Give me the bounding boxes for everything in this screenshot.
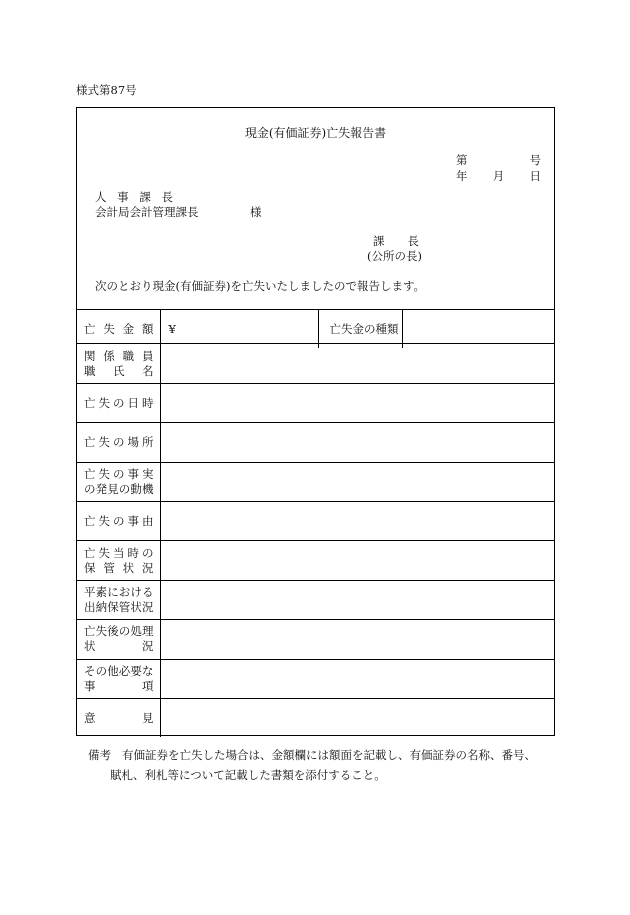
label-char: の (95, 663, 108, 678)
label-char: け (130, 584, 142, 599)
row-value-field[interactable] (160, 462, 554, 501)
label-char: 保 (107, 599, 119, 614)
row-label-line (84, 546, 154, 561)
label-char: 状 (122, 560, 135, 575)
label-char: 要 (130, 663, 142, 678)
label-char: 項 (142, 678, 154, 693)
label-char: 亡 (84, 435, 96, 450)
label-char: の (113, 395, 125, 410)
label-char: 関 (84, 348, 96, 363)
label-char: 保 (84, 560, 96, 575)
label-char: 額 (141, 322, 154, 337)
yen-symbol: ¥ (168, 322, 176, 337)
table-row (77, 383, 554, 422)
label-char: 必 (118, 663, 131, 678)
label-char: 平 (84, 584, 96, 599)
table-row (77, 659, 554, 698)
row-label-line (84, 679, 154, 694)
label-char: 意 (84, 711, 96, 726)
row-label (77, 541, 160, 580)
type-label: 亡失金の種類 (318, 310, 402, 349)
label-char: 出 (84, 599, 96, 614)
date-year: 年 (456, 169, 468, 183)
label-char: 発 (95, 481, 108, 496)
table-row (77, 344, 554, 383)
row-label-line (84, 434, 154, 450)
row-value-field[interactable] (160, 620, 554, 659)
row-value-field[interactable] (160, 541, 554, 580)
addressee-line2: 会計局会計管理課長 (95, 205, 199, 219)
label-char: 員 (141, 348, 154, 363)
row-label-line (84, 664, 154, 679)
addressee-honorific: 様 (250, 205, 262, 219)
table-row (77, 423, 554, 462)
label-char: 管 (103, 560, 115, 575)
row-label (77, 344, 160, 383)
row-label-line (84, 364, 154, 379)
label-char: 金 (122, 322, 135, 337)
label-char: 失 (98, 514, 110, 529)
row-label-line (84, 349, 154, 364)
label-char: に (107, 584, 119, 599)
report-form (76, 107, 555, 736)
label-char: 失 (98, 545, 110, 560)
label-char: 事 (127, 466, 139, 481)
row-value-field[interactable] (160, 659, 554, 698)
table-row (77, 501, 554, 540)
form-title: 現金(有価証券)亡失報告書 (244, 126, 387, 140)
label-char: お (118, 584, 131, 599)
label-char: 亡 (84, 395, 96, 410)
label-char: 職 (84, 363, 96, 378)
label-char: 況 (141, 560, 154, 575)
row-value-field[interactable] (160, 423, 554, 462)
label-char: る (141, 584, 154, 599)
row-label-line (84, 710, 154, 726)
document-date (456, 168, 541, 184)
table-row (77, 698, 554, 737)
row-label (77, 620, 160, 659)
row-value-field[interactable] (160, 383, 554, 422)
sender-subtitle: (公所の長) (367, 249, 422, 263)
label-char: の (113, 514, 125, 529)
label-char: の (142, 545, 154, 560)
row-label-line (84, 482, 154, 497)
row-label-line (84, 600, 154, 615)
label-char: 当 (113, 545, 125, 560)
row-label (77, 423, 160, 462)
addressee-char: 人 (95, 190, 107, 204)
label-char: の (113, 466, 125, 481)
label-char: 亡 (84, 466, 96, 481)
label-char: 亡 (84, 514, 96, 529)
label-char: そ (84, 663, 96, 678)
label-char: 事 (84, 678, 96, 693)
label-char: 職 (122, 348, 135, 363)
label-char: の (113, 435, 125, 450)
label-char: 亡 (84, 624, 96, 639)
label-char: 状 (84, 639, 96, 654)
report-table-rows (77, 343, 554, 737)
note-line2: 賦札、利札等について記載した書類を添付すること。 (110, 768, 386, 782)
doc-number-prefix: 第 (456, 153, 468, 167)
row-label (77, 501, 160, 540)
addressee-char: 事 (117, 190, 129, 204)
row-label-line (84, 467, 154, 482)
label-char: 時 (127, 545, 139, 560)
table-row (77, 541, 554, 580)
label-char: の (84, 481, 96, 496)
table-row (77, 462, 554, 501)
row-value-field[interactable] (160, 344, 554, 383)
row-label (77, 698, 160, 737)
row-label-line (84, 513, 154, 529)
row-value-field[interactable] (160, 580, 554, 619)
intro-text: 次のとおり現金(有価証券)を亡失いたしましたので報告します。 (95, 279, 426, 293)
label-char: 失 (103, 322, 115, 337)
row-label-line (84, 561, 154, 576)
label-char: の (118, 481, 131, 496)
label-char: 亡 (84, 322, 96, 337)
label-char: 事 (127, 514, 139, 529)
label-char: 氏 (113, 363, 125, 378)
label-char: 動 (130, 481, 142, 496)
label-char: 処 (130, 624, 142, 639)
row-label-line (84, 395, 154, 411)
label-char: 失 (95, 624, 108, 639)
label-char: 由 (142, 514, 154, 529)
addressee-char: 課 (139, 190, 151, 204)
row-label (77, 462, 160, 501)
label-char: 後 (107, 624, 119, 639)
row-value-field[interactable] (160, 501, 554, 540)
row-label (77, 659, 160, 698)
note-label: 備考 (88, 748, 111, 762)
date-day: 日 (529, 169, 541, 183)
label-char: 状 (130, 599, 142, 614)
label-char: 所 (142, 435, 154, 450)
label-char: の (118, 624, 131, 639)
label-char: 失 (98, 466, 110, 481)
label-char: 況 (141, 599, 154, 614)
doc-number-suffix: 号 (529, 153, 541, 167)
row-label-line (84, 639, 154, 654)
remarks-note (88, 745, 536, 785)
label-char: 管 (118, 599, 131, 614)
label-char: 況 (142, 639, 154, 654)
sender-char: 課 (373, 234, 385, 248)
label-char: 機 (141, 481, 154, 496)
table-row (77, 620, 554, 659)
label-char: な (141, 663, 154, 678)
label-char: 場 (127, 435, 139, 450)
label-char: 実 (142, 466, 154, 481)
label-char: 係 (103, 348, 115, 363)
label-char: 亡 (84, 545, 96, 560)
table-row (77, 580, 554, 619)
label-char: 理 (141, 624, 154, 639)
label-char: 日 (127, 395, 139, 410)
label-char: 時 (142, 395, 154, 410)
row-label-line (84, 624, 154, 639)
label-char: 失 (98, 435, 110, 450)
row-label (77, 383, 160, 422)
addressee-line1 (95, 189, 173, 205)
label-char: 名 (142, 363, 154, 378)
label-char: 失 (98, 395, 110, 410)
row-label (77, 580, 160, 619)
label-char: 他 (107, 663, 119, 678)
form-number: 様式第87号 (76, 83, 137, 97)
sender-char: 長 (407, 234, 419, 248)
addressee-char: 長 (161, 190, 173, 204)
date-month: 月 (492, 169, 505, 183)
row-value-field[interactable] (160, 698, 554, 737)
label-char: 納 (95, 599, 108, 614)
label-char: 素 (95, 584, 108, 599)
document-number (456, 152, 541, 168)
sender-title (373, 233, 419, 249)
label-char: 見 (107, 481, 119, 496)
note-line1: 有価証券を亡失した場合は、金額欄には額面を記載し、有価証券の名称、番号、 (121, 748, 536, 762)
label-char: 見 (142, 711, 154, 726)
row-label-line (84, 585, 154, 600)
